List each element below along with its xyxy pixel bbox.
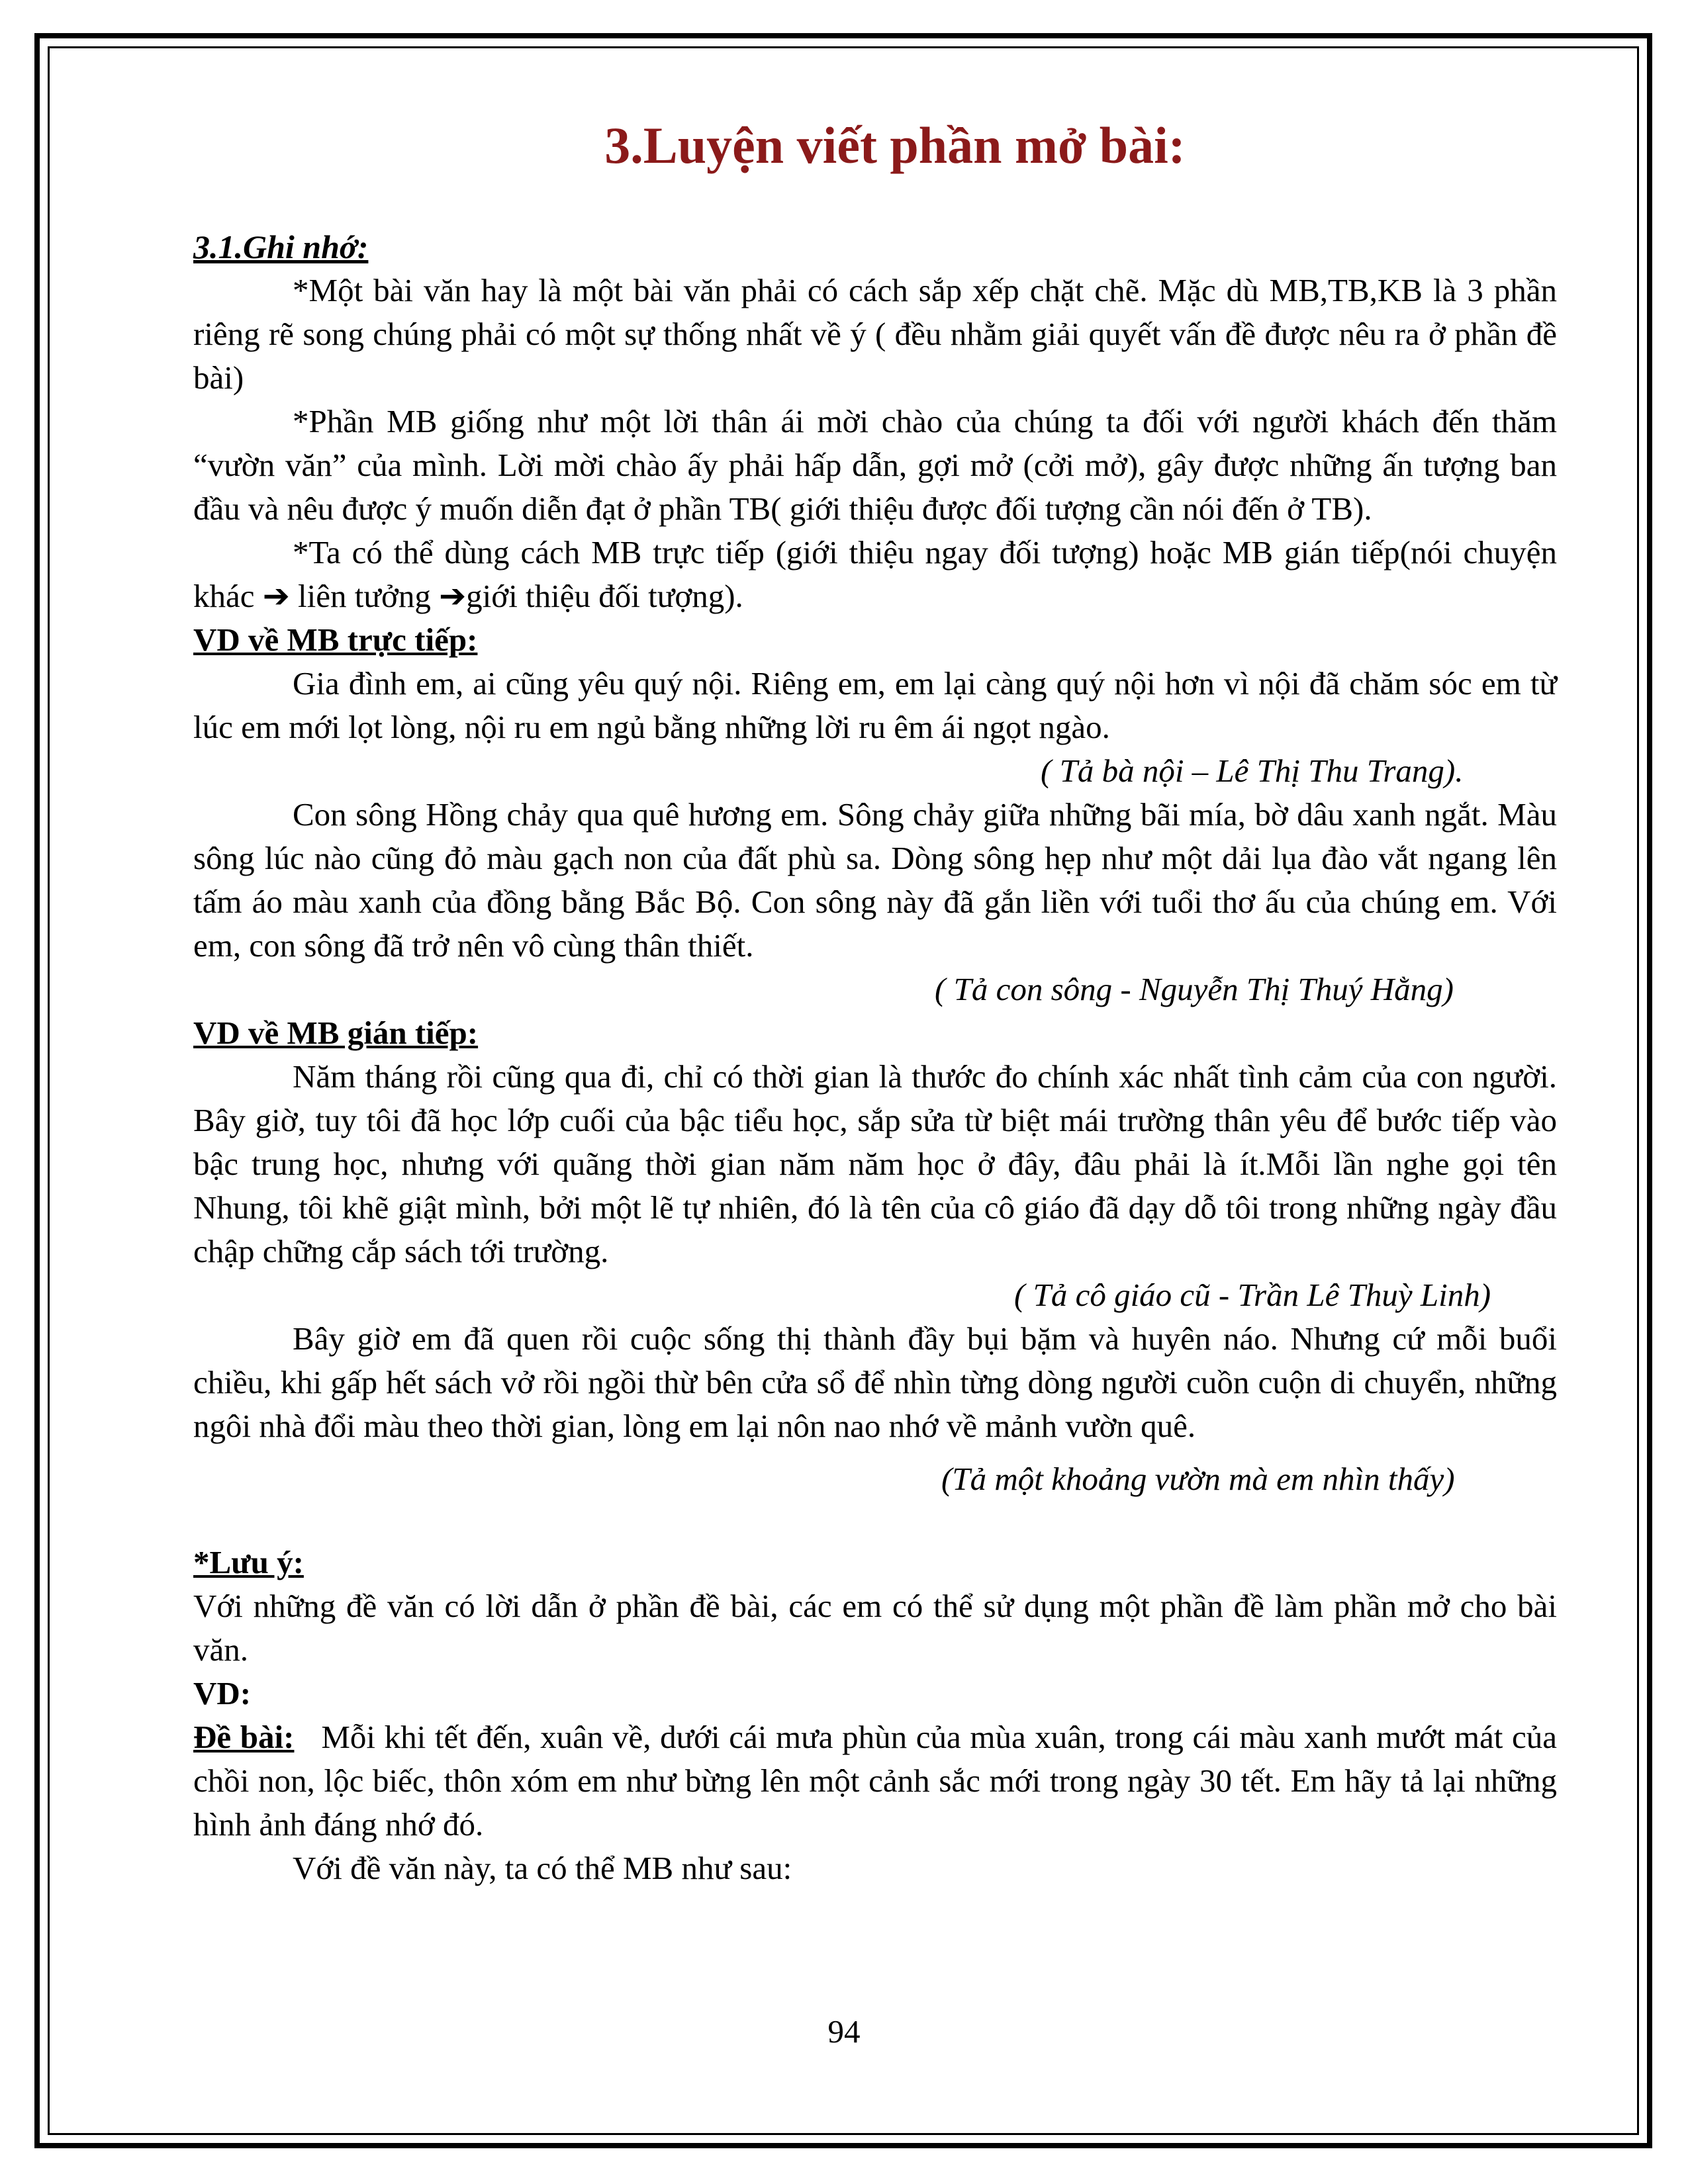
direct-example-2: Con sông Hồng chảy qua quê hương em. Sông chảy giữa những bãi mía, bờ dâu xanh ngắt. Màu sông lúc nào cũng đỏ màu gạch non của đất phù sa. Dòng sông hẹp như một dải lụa đào vắt ngang lên tấm áo màu xanh của đồng bằng Bắc Bộ. Con sông này đã gắn liền với tuổi thơ ấu của chúng em. Với em, con sông đã trở nên vô cùng thân thiết. bbox=[193, 796, 1557, 964]
vd-label: VD: bbox=[193, 1675, 252, 1711]
direct-example-heading: VD về MB trực tiếp: bbox=[193, 621, 478, 658]
note-heading: *Lưu ý: bbox=[193, 1544, 304, 1580]
direct-example-1-citation: ( Tả bà nội – Lê Thị Thu Trang). bbox=[1041, 752, 1464, 789]
indirect-example-1-citation: ( Tả cô giáo cũ - Trần Lê Thuỳ Linh) bbox=[1014, 1277, 1491, 1313]
indirect-example-heading: VD về MB gián tiếp: bbox=[193, 1015, 479, 1051]
indirect-example-1: Năm tháng rồi cũng qua đi, chỉ có thời gian là thước đo chính xác nhất tình cảm của con người. Bây giờ, tuy tôi đã học lớp cuối của bậc tiểu học, sắp sửa từ biệt mái trường thân yêu để bước tiếp vào bậc trung học, nhưng với quãng thời gian năm năm học ở đây, đâu phải là ít.Mỗi lần nghe gọi tên Nhung, tôi khẽ giật mình, bởi một lẽ tự nhiên, đó là tên của cô giáo đã dạy dỗ tôi trong những ngày đầu chập chững cắp sách tới trường. bbox=[193, 1058, 1557, 1269]
intro-paragraph-2: *Phần MB giống như một lời thân ái mời chào của chúng ta đối với người khách đến thăm “vườn văn” của mình. Lời mời chào ấy phải hấp dẫn, gợi mở (cởi mở), gây được những ấn tượng ban đầu và nêu được ý muốn diễn đạt ở phần TB( giới thiệu được đối tượng cần nói đến ở TB). bbox=[193, 403, 1557, 527]
spacer bbox=[193, 1501, 1557, 1541]
de-bai-label: Đề bài: bbox=[193, 1719, 295, 1755]
note-text: Với những đề văn có lời dẫn ở phần đề bài, các em có thể sử dụng một phần đề làm phần mở cho bài văn. bbox=[193, 1588, 1557, 1668]
page-title: 3.Luyện viết phần mở bài: bbox=[604, 116, 1186, 174]
de-bai-text: Mỗi khi tết đến, xuân về, dưới cái mưa phùn của mùa xuân, trong cái màu xanh mướt mát của chồi non, lộc biếc, thôn xóm em như bừng lên một cảnh sắc mới trong ngày 30 tết. Em hãy tả lại những hình ảnh đáng nhớ đó. bbox=[193, 1719, 1558, 1843]
direct-example-2-citation: ( Tả con sông - Nguyễn Thị Thuý Hằng) bbox=[935, 971, 1454, 1007]
de-bai-paragraph bbox=[193, 1715, 1557, 1846]
section-label: 3.1.Ghi nhớ: bbox=[193, 228, 369, 265]
indirect-example-2: Bây giờ em đã quen rồi cuộc sống thị thành đầy bụi bặm và huyên náo. Nhưng cứ mỗi buổi chiều, khi gấp hết sách vở rồi ngồi thừ bên cửa sổ để nhìn từng dòng người cuồn cuộn di chuyển, những ngôi nhà đổi màu theo thời gian, lòng em lại nôn nao nhớ về mảnh vườn quê. bbox=[193, 1320, 1557, 1444]
closing-line: Với đề văn này, ta có thể MB như sau: bbox=[293, 1850, 792, 1886]
intro-paragraph-1: *Một bài văn hay là một bài văn phải có cách sắp xếp chặt chẽ. Mặc dù MB,TB,KB là 3 phần riêng rẽ song chúng phải có một sự thống nhất về ý ( đều nhằm giải quyết vấn đề được nêu ra ở phần đề bài) bbox=[193, 272, 1557, 396]
intro-paragraph-3: *Ta có thể dùng cách MB trực tiếp (giới thiệu ngay đối tượng) hoặc MB gián tiếp(nói chuyện khác ➔ liên tưởng ➔giới thiệu đối tượng). bbox=[193, 534, 1557, 614]
direct-example-1: Gia đình em, ai cũng yêu quý nội. Riêng em, em lại càng quý nội hơn vì nội đã chăm sóc em từ lúc em mới lọt lòng, nội ru em ngủ bằng những lời ru êm ái ngọt ngào. bbox=[193, 665, 1557, 745]
indirect-example-2-citation: (Tả một khoảng vườn mà em nhìn thấy) bbox=[941, 1461, 1455, 1497]
page-content bbox=[193, 113, 1557, 1890]
page-number: 94 bbox=[827, 2013, 861, 2050]
